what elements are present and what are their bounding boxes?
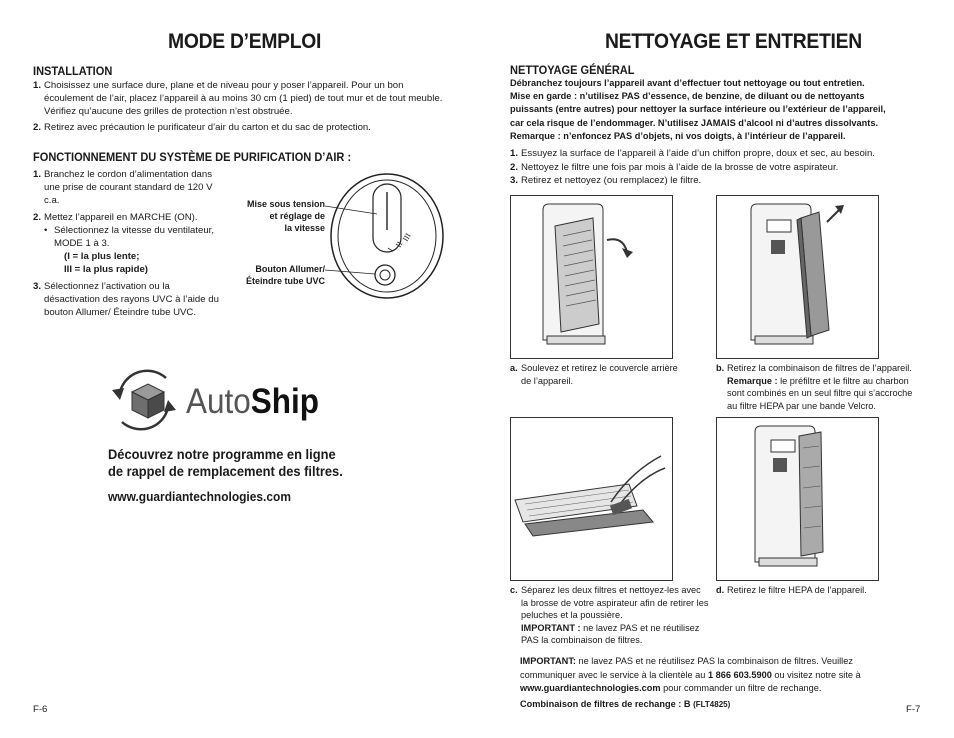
functioning-list (33, 168, 228, 319)
speed-mark: I (385, 246, 396, 253)
functioning-heading: FONCTIONNEMENT DU SYSTÈME DE PURIFICATION D’AIR : (33, 150, 352, 164)
installation-heading: INSTALLATION (33, 64, 113, 78)
left-page-title: MODE D’EMPLOI (168, 30, 322, 53)
list-item: 2. Retirez avec précaution le purificateur d’air du carton et du sac de protection. (33, 122, 371, 133)
list-item: 2. Nettoyez le filtre une fois par mois à l’aide de la brosse de votre aspirateur. (510, 161, 839, 173)
support-url[interactable]: www.guardiantechnologies.com (520, 683, 661, 693)
figure-b (716, 195, 879, 359)
installation-list (33, 79, 445, 134)
diagram-label-power-speed: Mise sous tension et réglage de la vitesse (246, 199, 325, 233)
autoship-box-icon (106, 362, 182, 438)
list-item: 3. Sélectionnez l’activation ou la désactivation des rayons UVC à l’aide du bouton Allumer/ Éteindre tube UVC. (33, 281, 219, 318)
control-panel-diagram (325, 170, 445, 305)
caption-b: b. Retirez la combinaison de filtres de l’appareil. Remarque : le préfiltre et le filtre au charbon sont combinés en un seul filtre qui s’accroche au filtre HEPA par une bande Velcro. (716, 363, 913, 411)
autoship-promo: Découvrez notre programme en ligne de rappel de remplacement des filtres. (108, 446, 343, 479)
speed-mark: II (393, 239, 405, 249)
list-item: 3. Retirez et nettoyez (ou remplacez) le filtre. (510, 175, 702, 186)
autoship-url[interactable]: www.guardiantechnologies.com (108, 489, 291, 504)
caption-d: d. Retirez le filtre HEPA de l’appareil. (716, 585, 867, 595)
cleaning-steps (510, 147, 930, 188)
figure-d (716, 417, 879, 581)
caption-c: c. Séparez les deux filtres et nettoyez-les avec la brosse de votre aspirateur afin de retirer les peluches et la poussière. IMPORTANT : ne lavez PAS et ne réutilisez PAS la combinaison de filtres. (510, 585, 709, 646)
general-cleaning-heading: NETTOYAGE GÉNÉRAL (510, 63, 635, 77)
diagram-label-uvc-button: Bouton Allumer/ Éteindre tube UVC (245, 264, 325, 286)
caption-a: a. Soulevez et retirez le couvercle arrière de l’appareil. (510, 363, 678, 386)
autoship-logo: AutoShip (186, 382, 320, 421)
important-notice: IMPORTANT: ne lavez PAS et ne réutilisez PAS la combinaison de filtres. Veuillez communiquer avec le service à la clientèle au 1 866 603.5900 ou visitez notre site à www.guardiantechnologies.com pour commander un filtre de rechange. (520, 656, 861, 693)
page-number-right: F-7 (906, 704, 921, 715)
list-item: 1. Branchez le cordon d’alimentation dans une prise de courant standard de 120 V c.a. (33, 169, 213, 206)
page-number-left: F-6 (33, 704, 48, 715)
replacement-filter: Combinaison de filtres de rechange : B (FLT4825) (520, 699, 731, 709)
bullet-item: • Sélectionnez la vitesse du ventilateur, MODE 1 à 3. (I = la plus lente; III = la plus rapide) (44, 225, 214, 275)
safety-warning: Débranchez toujours l’appareil avant d’effectuer tout nettoyage ou tout entretien. Mise en garde : n’utilisez PAS d’essence, de benzine, de diluant ou de nettoyants puissants (entre autres) pour nettoyer la surface intérieure ou l’extérieur de l’appareil, car cela risque de l’endommager. N’utilisez JAMAIS d’alcool ni d’autres dissolvants. Remarque : n’enfoncez PAS d’objets, ni vos doigts, à l’intérieur de l’appareil. (510, 78, 886, 142)
figure-c (510, 417, 673, 581)
list-item: 2. Mettez l’appareil en MARCHE (ON). (33, 212, 198, 223)
support-phone: 1 866 603.5900 (707, 669, 772, 680)
list-item: 1. Essuyez la surface de l’appareil à l’aide d’un chiffon propre, doux et sec, au besoin. (510, 148, 875, 159)
speed-mark: III (400, 231, 413, 243)
right-page-title: NETTOYAGE ET ENTRETIEN (605, 30, 862, 53)
list-item: 1. Choisissez une surface dure, plane et de niveau pour y poser l’appareil. Pour un bon écoulement de l’air, placez l’appareil à au moins 30 cm (1 pied) de tout mur et de tout meuble. Vérifiez qu’aucune des grilles de protection n’est obstruée. (33, 80, 443, 117)
figure-a (510, 195, 673, 359)
